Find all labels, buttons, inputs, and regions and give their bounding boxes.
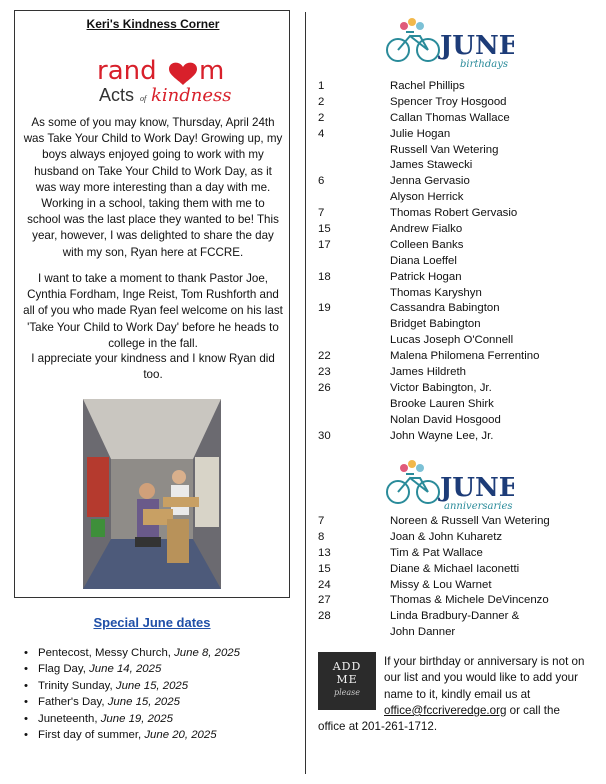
birthday-day bbox=[318, 317, 378, 333]
anniversary-day: 27 bbox=[318, 594, 331, 607]
anniversary-day: 8 bbox=[318, 530, 325, 543]
anniversary-day: 7 bbox=[318, 515, 325, 527]
special-date-date: June 14, 2025 bbox=[89, 663, 162, 676]
kindness-paragraph-1: As some of you may know, Thursday, April 24th was Take Your Child to Work Day! Growing up, my boys always enjoyed going to work with my husband on Take Your Child to Work Day, as it was way more interesting than a day with me. Working in a school, taking them with me to school was the last place they wanted to be! This year, however, I was delighted to share the day with my son, Ryan here at FCCRE. bbox=[23, 116, 283, 259]
svg-text:anniversaries: anniversaries bbox=[444, 501, 513, 512]
birthday-day bbox=[318, 254, 378, 270]
take-your-child-to-work-photo bbox=[83, 399, 221, 589]
anniversary-day: 28 bbox=[318, 610, 331, 623]
special-date-item bbox=[24, 711, 294, 727]
special-date-item bbox=[24, 678, 294, 694]
flowers-icon bbox=[400, 460, 424, 472]
birthday-day: 23 bbox=[318, 366, 331, 379]
anniversary-day: 24 bbox=[318, 578, 331, 591]
special-date-name: Juneteenth, bbox=[38, 712, 101, 725]
birthday-name: Thomas Karyshyn bbox=[390, 286, 482, 299]
heart-icon bbox=[169, 63, 197, 85]
special-date-name: Father's Day, bbox=[38, 696, 108, 709]
special-date-date: June 15, 2025 bbox=[115, 679, 189, 692]
birthday-day: 2 bbox=[318, 95, 325, 108]
random-acts-of-kindness-logo bbox=[55, 55, 255, 107]
birthday-day: 26 bbox=[318, 381, 331, 394]
birthday-day: 22 bbox=[318, 350, 331, 363]
special-date-date: June 8, 2025 bbox=[174, 647, 240, 659]
birthday-day: 19 bbox=[318, 302, 331, 315]
anniversary-name: Diane & Michael Iaconetti bbox=[390, 562, 520, 575]
birthday-day: 1 bbox=[318, 80, 325, 92]
svg-text:kindness: kindness bbox=[151, 85, 232, 106]
add-me-please-badge: ADD ME please bbox=[318, 652, 376, 710]
anniversary-name: Thomas & Michele DeVincenzo bbox=[390, 594, 549, 607]
birthday-name: Colleen Banks bbox=[390, 238, 464, 251]
birthday-day: 4 bbox=[318, 127, 325, 140]
birthday-name: Thomas Robert Gervasio bbox=[390, 207, 518, 220]
birthday-day: 7 bbox=[318, 207, 325, 220]
special-date-name: Flag Day, bbox=[38, 663, 90, 676]
birthday-day bbox=[318, 190, 378, 206]
birthday-day bbox=[318, 397, 378, 413]
special-date-date: June 20, 2025 bbox=[144, 729, 217, 742]
anniversary-day: 15 bbox=[318, 562, 331, 575]
birthday-name: Patrick Hogan bbox=[390, 270, 462, 283]
birthday-day: 30 bbox=[318, 429, 331, 442]
june-birthdays-banner bbox=[384, 12, 514, 70]
birthday-name: Bridget Babington bbox=[390, 318, 481, 331]
svg-text:birthdays: birthdays bbox=[460, 59, 508, 70]
birthday-name: James Hildreth bbox=[390, 366, 466, 379]
birthday-name: Victor Babington, Jr. bbox=[390, 381, 492, 394]
svg-text:m: m bbox=[199, 56, 225, 86]
birthday-day: 18 bbox=[318, 270, 331, 283]
anniversary-name: Linda Bradbury-Danner & bbox=[390, 610, 520, 623]
anniversary-days-column bbox=[318, 514, 378, 641]
special-date-name: Trinity Sunday, bbox=[38, 679, 116, 692]
birthday-day bbox=[318, 143, 378, 159]
birthday-name: Julie Hogan bbox=[390, 127, 451, 140]
anniversary-day: 13 bbox=[318, 546, 331, 559]
birthday-name: Rachel Phillips bbox=[390, 80, 465, 92]
birthday-name: Russell Van Wetering bbox=[390, 143, 499, 156]
birthday-name: Andrew Fialko bbox=[390, 223, 463, 236]
birthday-name: Brooke Lauren Shirk bbox=[390, 397, 494, 410]
birthday-name: Callan Thomas Wallace bbox=[390, 111, 510, 124]
birthday-name: Lucas Joseph O'Connell bbox=[390, 334, 514, 347]
birthday-day bbox=[318, 333, 378, 349]
svg-text:rand: rand bbox=[97, 56, 157, 86]
anniversary-name: John Danner bbox=[390, 626, 456, 639]
special-date-name: First day of summer, bbox=[38, 729, 145, 742]
kindness-paragraph-2: I want to take a moment to thank Pastor Joe, Cynthia Fordham, Inge Reist, Tom Rushforth and all of you who made Ryan feel welcome on his last 'Take Your Child to Work Day' before he heads to college in the fall. bbox=[23, 272, 283, 350]
birthday-day bbox=[318, 413, 378, 429]
svg-text:of: of bbox=[140, 94, 147, 103]
svg-text:Acts: Acts bbox=[99, 85, 135, 105]
svg-text:JUNE: JUNE bbox=[440, 473, 514, 503]
column-divider bbox=[305, 12, 306, 774]
birthday-name: Cassandra Babington bbox=[390, 302, 500, 315]
anniversary-name: Noreen & Russell Van Wetering bbox=[390, 515, 550, 527]
birthday-name: Nolan David Hosgood bbox=[390, 413, 501, 426]
birthday-day: 6 bbox=[318, 175, 325, 188]
add-me-message bbox=[318, 654, 590, 735]
special-date-name: Pentecost, Messy Church, bbox=[38, 647, 175, 659]
birthday-name: Jenna Gervasio bbox=[390, 175, 470, 188]
add-me-text-after: or call the office at 201-261-1712. bbox=[318, 703, 560, 734]
special-date-item bbox=[24, 727, 294, 743]
birthday-day: 17 bbox=[318, 238, 331, 251]
birthday-name: James Stawecki bbox=[390, 159, 473, 172]
bicycle-icon bbox=[387, 474, 439, 503]
kindness-corner-box bbox=[14, 10, 290, 598]
birthday-name: Spencer Troy Hosgood bbox=[390, 95, 507, 108]
special-date-date: June 19, 2025 bbox=[100, 712, 173, 725]
birthday-days-column bbox=[318, 79, 378, 444]
birthday-day: 15 bbox=[318, 223, 331, 236]
special-dates-list bbox=[24, 645, 294, 743]
flowers-icon bbox=[400, 18, 424, 30]
svg-text:JUNE: JUNE bbox=[440, 31, 514, 61]
special-date-item bbox=[24, 645, 294, 661]
bicycle-icon bbox=[387, 32, 439, 61]
birthday-day bbox=[318, 158, 378, 174]
birthday-name: Diana Loeffel bbox=[390, 254, 457, 267]
birthday-name: Alyson Herrick bbox=[390, 191, 464, 204]
anniversary-name: Tim & Pat Wallace bbox=[390, 546, 483, 559]
special-date-item bbox=[24, 694, 294, 710]
add-me-text-before: If your birthday or anniversary is not on our list and you would like to add your name to it, kindly email us at bbox=[384, 655, 585, 701]
birthday-name: John Wayne Lee, Jr. bbox=[390, 429, 494, 442]
anniversary-names-column bbox=[390, 514, 600, 641]
special-date-date: June 15, 2025 bbox=[107, 696, 180, 709]
anniversary-name: Missy & Lou Warnet bbox=[390, 578, 492, 591]
anniversary-name: Joan & John Kuharetz bbox=[390, 530, 503, 543]
birthday-day bbox=[318, 286, 378, 302]
special-june-dates-title: Special June dates bbox=[93, 615, 211, 630]
birthday-day: 2 bbox=[318, 111, 325, 124]
special-date-item bbox=[24, 661, 294, 677]
birthday-name: Malena Philomena Ferrentino bbox=[390, 350, 540, 363]
kindness-paragraph-3: I appreciate your kindness and I know Ryan did too. bbox=[31, 352, 275, 382]
june-anniversaries-banner bbox=[384, 456, 514, 512]
birthday-names-column bbox=[390, 79, 600, 444]
anniversary-day bbox=[318, 625, 378, 641]
office-email-link[interactable]: office@fccriveredge.org bbox=[384, 703, 507, 717]
kindness-corner-title: Keri's Kindness Corner bbox=[86, 17, 220, 31]
